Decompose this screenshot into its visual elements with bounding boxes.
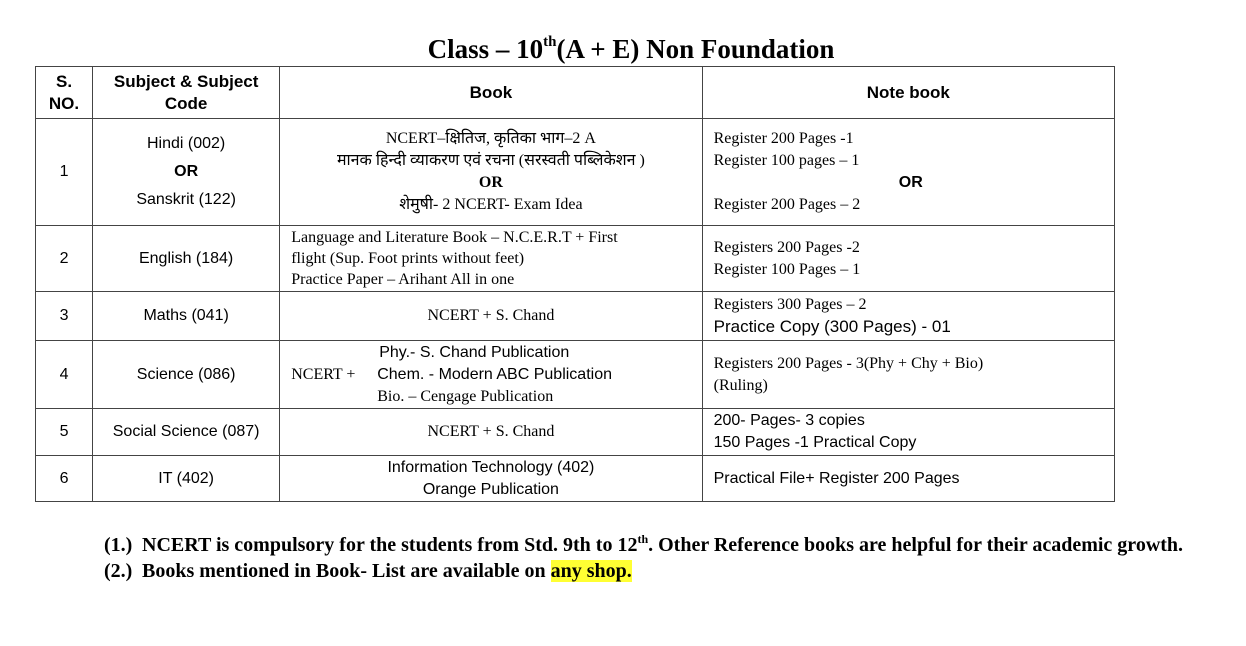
notes-list: [104, 532, 1217, 584]
subject-line: Sanskrit (122): [136, 191, 236, 208]
header-book: Book: [280, 67, 702, 119]
note-text: [142, 532, 1217, 558]
book-line: Chem. - Modern ABC Publication: [377, 365, 612, 383]
table-row: [36, 119, 1115, 226]
header-subject: Subject & Subject Code: [93, 67, 280, 119]
book-list-table: [35, 66, 1115, 502]
book-line: Language and Literature Book – N.C.E.R.T + First: [291, 229, 618, 246]
book-line: Bio. – Cengage Publication: [377, 387, 554, 405]
notebook-line: Registers 200 Pages - 3(Phy + Chy + Bio): [713, 354, 984, 372]
note-superscript: th: [637, 532, 649, 546]
row-subject: English (184): [93, 226, 280, 292]
note-text-after: . Other Reference books are helpful for their academic growth.: [648, 534, 1184, 556]
book-line: Phy.- S. Chand Publication: [379, 343, 570, 361]
note-text-before: Books mentioned in Book- List are available on: [142, 560, 551, 582]
note-item: [104, 532, 1217, 558]
notebook-line: Registers 300 Pages – 2: [713, 296, 867, 313]
book-prefix: NCERT +: [291, 365, 356, 383]
table-header-row: [36, 67, 1115, 119]
row-book: [280, 119, 702, 226]
row-notebook: [702, 341, 1114, 409]
note-text-before: NCERT is compulsory for the students from Std. 9th to 12: [142, 534, 638, 556]
row-sno: 4: [36, 341, 93, 409]
title-superscript: th: [543, 34, 557, 50]
note-text: [142, 558, 1217, 584]
row-sno: 1: [36, 119, 93, 226]
table-row: [36, 226, 1115, 292]
book-or: OR: [478, 174, 503, 191]
row-notebook: [702, 409, 1114, 456]
book-line: शेमुषी- 2 NCERT- Exam Idea: [399, 196, 583, 213]
book-line: NCERT–क्षितिज, कृतिका भाग–2 A: [385, 130, 596, 147]
row-notebook: [702, 226, 1114, 292]
table-row: [36, 292, 1115, 341]
notebook-line: Register 100 Pages – 1: [713, 260, 861, 278]
row-sno: 2: [36, 226, 93, 292]
row-subject: [93, 119, 280, 226]
notebook-line: Practice Copy (300 Pages) - 01: [713, 317, 951, 336]
notebook-line: Register 200 Pages -1: [713, 130, 854, 147]
row-subject: Social Science (087): [93, 409, 280, 456]
notebook-line: 150 Pages -1 Practical Copy: [713, 434, 917, 451]
note-number: (2.): [104, 560, 133, 582]
row-book: NCERT + S. Chand: [280, 292, 702, 341]
row-sno: 3: [36, 292, 93, 341]
notebook-or: OR: [898, 174, 923, 191]
page-title: [0, 32, 1246, 66]
book-line: Information Technology (402): [387, 458, 595, 476]
table-row: [36, 409, 1115, 456]
row-subject: Science (086): [93, 341, 280, 409]
row-sno: 6: [36, 456, 93, 502]
note-item: [104, 558, 1217, 584]
highlighted-text: any shop.: [550, 560, 632, 582]
notebook-line: Registers 200 Pages -2: [713, 238, 860, 256]
header-sno: S. NO.: [36, 67, 93, 119]
row-book: [280, 226, 702, 292]
row-notebook: [702, 119, 1114, 226]
book-line: flight (Sup. Foot prints without feet): [291, 250, 525, 267]
book-line: Practice Paper – Arihant All in one: [291, 271, 515, 288]
row-sno: 5: [36, 409, 93, 456]
table-row: [36, 456, 1115, 502]
row-book: NCERT + S. Chand: [280, 409, 702, 456]
book-line: मानक हिन्दी व्याकरण एवं रचना (सरस्वती पब्लिकेशन ): [336, 152, 645, 169]
notebook-line: Register 200 Pages – 2: [713, 196, 861, 213]
notebook-line: (Ruling): [713, 376, 768, 394]
row-book: [280, 341, 702, 409]
row-subject: IT (402): [93, 456, 280, 502]
book-line: Orange Publication: [422, 480, 559, 498]
row-subject: Maths (041): [93, 292, 280, 341]
row-notebook: Practical File+ Register 200 Pages: [702, 456, 1114, 502]
table-row: [36, 341, 1115, 409]
subject-line: Hindi (002): [147, 135, 226, 152]
row-notebook: [702, 292, 1114, 341]
row-book: [280, 456, 702, 502]
notebook-line: 200- Pages- 3 copies: [713, 412, 865, 429]
notebook-line: Register 100 pages – 1: [713, 152, 860, 169]
title-rest: (A + E) Non Foundation: [556, 34, 835, 64]
note-number: (1.): [104, 534, 133, 556]
subject-or: OR: [174, 163, 199, 180]
header-notebook: Note book: [702, 67, 1114, 119]
title-main: Class – 10: [427, 34, 544, 64]
